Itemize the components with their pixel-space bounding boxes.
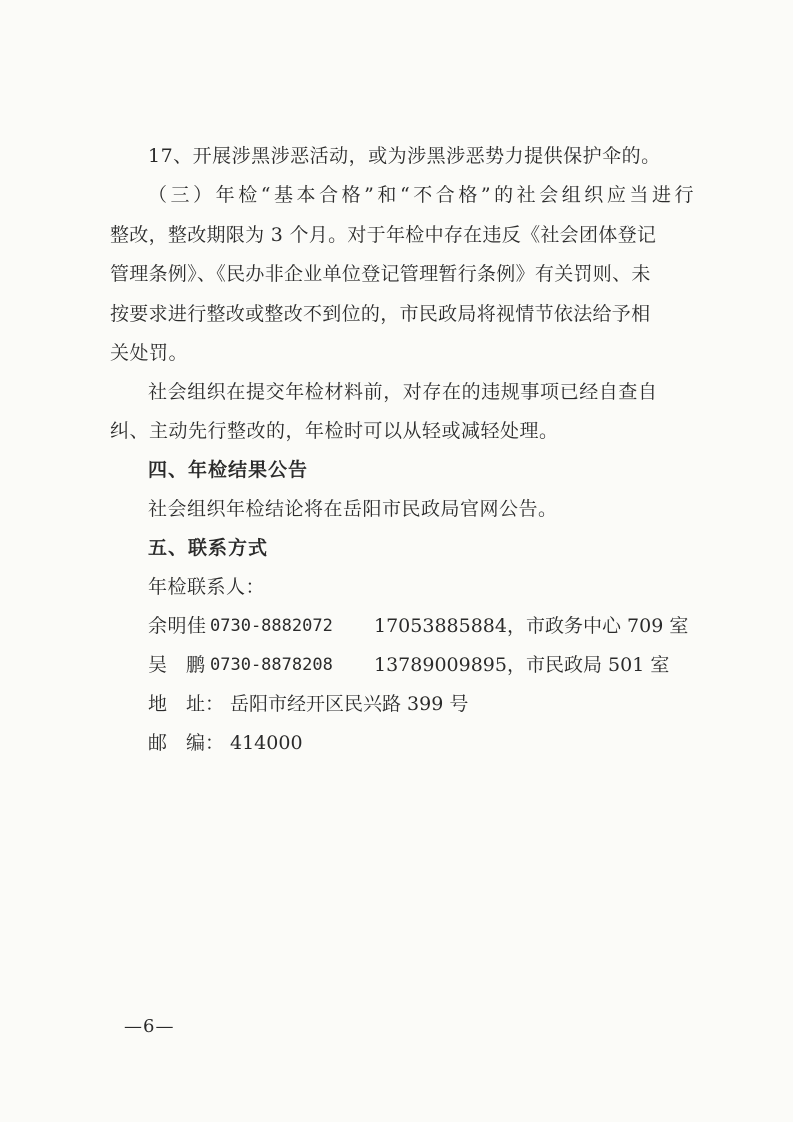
contact-mobile-office: 17053885884，市政务中心 709 室 — [374, 615, 689, 637]
section-heading-5: 五、联系方式 — [148, 537, 269, 559]
para-3-line-3: 管理条例》、《民办非企业单位登记管理暂行条例》有关罚则、未 — [110, 263, 651, 285]
address-label: 地 址： — [148, 693, 225, 715]
section-heading-4: 四、年检结果公告 — [148, 459, 309, 481]
contact-phone: 0730-8882072 — [210, 616, 333, 636]
item-17: 17、开展涉黑涉恶活动，或为涉黑涉恶势力提供保护伞的。 — [148, 145, 661, 167]
para-3-line-1: （ 三 ） 年 检 “ 基 本 合 格 ” 和 “ 不 合 格 ” 的 社 会 组 织 应 当 进 行 — [148, 184, 694, 206]
address-value: 岳阳市经开区民兴路 399 号 — [230, 693, 469, 715]
para-3-line-2: 整改，整改期限为 3 个月。对于年检中存在违反《社会团体登记 — [110, 224, 657, 246]
contact-mobile-office: 13789009895，市民政局 501 室 — [374, 654, 670, 676]
contact-name: 余明佳 — [148, 615, 207, 637]
postcode-value: 414000 — [230, 732, 303, 754]
page-number: —6— — [124, 1016, 175, 1037]
para-4-line-1: 社会组织在提交年检材料前，对存在的违规事项已经自查自 — [148, 381, 658, 403]
announcement-text: 社会组织年检结论将在岳阳市民政局官网公告。 — [148, 498, 558, 520]
para-3-line-4: 按要求进行整改或整改不到位的，市民政局将视情节依法给予相 — [110, 303, 651, 325]
postcode-label: 邮 编： — [148, 732, 225, 754]
contact-phone: 0730-8878208 — [210, 655, 333, 675]
contact-name: 吴 鹏 — [148, 654, 206, 676]
para-3-line-5: 关处罚。 — [110, 342, 189, 364]
para-4-line-2: 纠、主动先行整改的，年检时可以从轻或减轻处理。 — [110, 420, 559, 442]
contact-label: 年检联系人： — [148, 576, 266, 598]
